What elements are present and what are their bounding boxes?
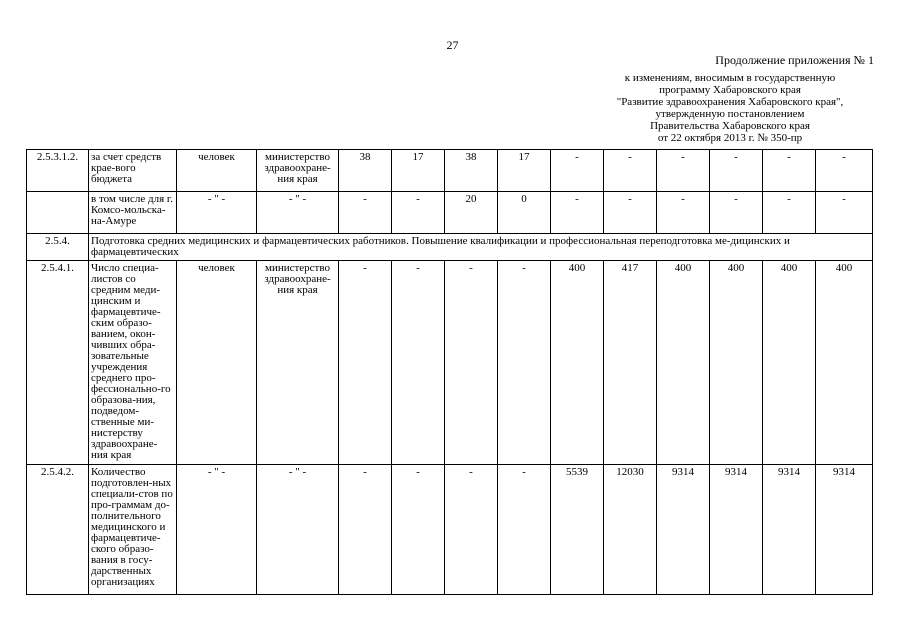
row-name: Число специа-листов со средним меди-цинским и фармацевтиче-ским образо-ванием, окон-чивших обра-зовательные учреждения среднего про-фессионально-го образова-ния, подведом-ственные ми-нистерству здравоохране-ния края bbox=[89, 261, 177, 465]
value-cell: 20 bbox=[445, 192, 498, 234]
value-cell: 17 bbox=[498, 150, 551, 192]
row-name: Количество подготовлен-ных специали-стов по про-граммам до-полнительного медицинского и фармацевтиче-ского образо-вания в госу-дарственных организациях bbox=[89, 465, 177, 595]
value-cell: - bbox=[498, 465, 551, 595]
value-cell: - bbox=[392, 261, 445, 465]
row-code: 2.5.4.2. bbox=[27, 465, 89, 595]
indicators-table bbox=[26, 149, 873, 595]
header-line: Правительства Хабаровского края bbox=[650, 120, 810, 132]
value-cell: 5539 bbox=[551, 465, 604, 595]
value-cell: 9314 bbox=[816, 465, 873, 595]
row-unit: человек bbox=[177, 261, 257, 465]
value-cell: 9314 bbox=[763, 465, 816, 595]
value-cell: - bbox=[657, 192, 710, 234]
row-responsible: министерство здравоохране-ния края bbox=[257, 150, 339, 192]
value-cell: 9314 bbox=[657, 465, 710, 595]
page-number: 27 bbox=[446, 38, 459, 52]
table-row bbox=[27, 261, 873, 465]
section-row bbox=[27, 234, 873, 261]
value-cell: 9314 bbox=[710, 465, 763, 595]
row-unit: - " - bbox=[177, 465, 257, 595]
value-cell: 38 bbox=[339, 150, 392, 192]
value-cell: - bbox=[710, 150, 763, 192]
row-name: в том числе для г. Комсо-мольска-на-Амуре bbox=[89, 192, 177, 234]
row-responsible: - " - bbox=[257, 192, 339, 234]
value-cell: - bbox=[551, 192, 604, 234]
value-cell: 417 bbox=[604, 261, 657, 465]
value-cell: - bbox=[763, 192, 816, 234]
value-cell: - bbox=[339, 192, 392, 234]
value-cell: - bbox=[657, 150, 710, 192]
value-cell: - bbox=[816, 192, 873, 234]
row-name: за счет средств крае-вого бюджета bbox=[89, 150, 177, 192]
value-cell: - bbox=[445, 261, 498, 465]
value-cell: - bbox=[604, 150, 657, 192]
header-line: программу Хабаровского края bbox=[659, 84, 801, 96]
value-cell: 0 bbox=[498, 192, 551, 234]
row-responsible: министерство здравоохране-ния края bbox=[257, 261, 339, 465]
value-cell: 400 bbox=[710, 261, 763, 465]
value-cell: - bbox=[392, 465, 445, 595]
row-code: 2.5.4.1. bbox=[27, 261, 89, 465]
row-code bbox=[27, 192, 89, 234]
row-code: 2.5.3.1.2. bbox=[27, 150, 89, 192]
value-cell: 17 bbox=[392, 150, 445, 192]
section-title: Подготовка средних медицинских и фармацевтических работников. Повышение квалификации и профессиональная переподготовка ме-дицинских и фармацевтических bbox=[89, 234, 873, 261]
value-cell: - bbox=[551, 150, 604, 192]
value-cell: - bbox=[816, 150, 873, 192]
row-responsible: - " - bbox=[257, 465, 339, 595]
value-cell: - bbox=[763, 150, 816, 192]
section-code: 2.5.4. bbox=[27, 234, 89, 261]
value-cell: - bbox=[445, 465, 498, 595]
row-unit: человек bbox=[177, 150, 257, 192]
header-line: от 22 октября 2013 г. № 350-пр bbox=[657, 132, 803, 144]
value-cell: 38 bbox=[445, 150, 498, 192]
value-cell: 400 bbox=[551, 261, 604, 465]
value-cell: - bbox=[710, 192, 763, 234]
table-row bbox=[27, 150, 873, 192]
value-cell: - bbox=[339, 465, 392, 595]
row-unit: - " - bbox=[177, 192, 257, 234]
value-cell: - bbox=[604, 192, 657, 234]
value-cell: - bbox=[339, 261, 392, 465]
appendix-continuation: Продолжение приложения № 1 bbox=[715, 53, 874, 67]
table-row bbox=[27, 465, 873, 595]
header-line: "Развитие здравоохранения Хабаровского края", bbox=[616, 96, 844, 108]
value-cell: 12030 bbox=[604, 465, 657, 595]
value-cell: 400 bbox=[763, 261, 816, 465]
appendix-header bbox=[560, 72, 900, 144]
value-cell: - bbox=[498, 261, 551, 465]
value-cell: - bbox=[392, 192, 445, 234]
header-line: утвержденную постановлением bbox=[655, 108, 805, 120]
value-cell: 400 bbox=[816, 261, 873, 465]
header-line: к изменениям, вносимым в государственную bbox=[624, 72, 836, 84]
table-row bbox=[27, 192, 873, 234]
value-cell: 400 bbox=[657, 261, 710, 465]
